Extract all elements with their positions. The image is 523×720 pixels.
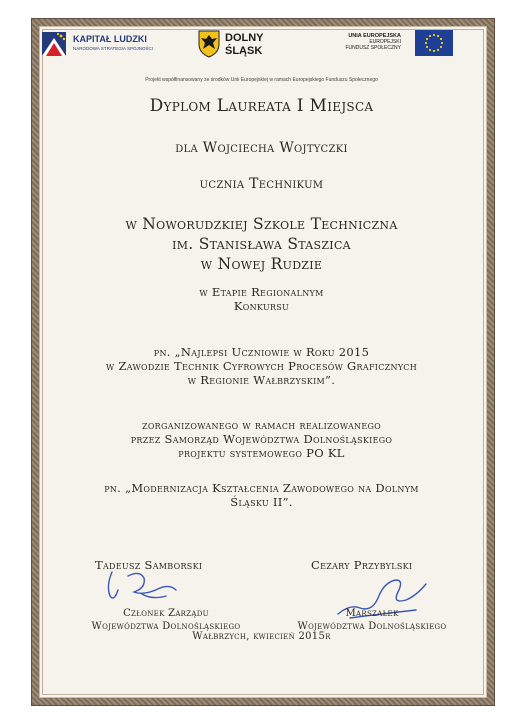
kapital-ludzki-name: KAPITAŁ LUDZKI — [73, 34, 147, 44]
place-date: Wałbrzych, kwiecień 2015r — [192, 631, 331, 642]
project-line-2: Śląsku II”. — [230, 495, 293, 509]
student-line: ucznia Technikum — [199, 176, 324, 192]
left-role-line-1: Członek Zarządu — [123, 608, 209, 619]
left-signatory-role — [66, 607, 266, 633]
stage-block — [0, 285, 523, 313]
contest-line-1: pn. „Najlepsi Uczniowie w Roku 2015 — [153, 345, 370, 359]
organized-block — [0, 418, 523, 460]
contest-block — [0, 345, 523, 387]
organized-line-2: przez Samorząd Województwa Dolnośląskiego — [130, 432, 393, 446]
right-signatory-name: Cezary Przybylski — [311, 558, 413, 572]
dolny-slask-line1: DOLNY — [225, 32, 264, 44]
diploma-title: Dyplom Laureata I Miejsca — [149, 96, 374, 116]
school-line-3: w Nowej Rudzie — [200, 255, 323, 273]
dolny-slask-logo — [197, 28, 287, 64]
stage-line-2: Konkursu — [233, 299, 290, 313]
right-role-line-2: Województwa Dolnośląskiego — [297, 621, 447, 632]
cofinancing-note: Projekt współfinansowany ze środków Unii Europejskiej w ramach Europejskiego Funduszu Społecznego — [145, 77, 378, 83]
left-signatory-name: Tadeusz Samborski — [95, 558, 203, 572]
organized-line-3: projektu systemowego PO KL — [178, 446, 345, 460]
school-block — [0, 214, 523, 274]
school-line-2: im. Stanisława Staszica — [172, 235, 351, 253]
kapital-ludzki-subtitle: NARODOWA STRATEGIA SPÓJNOŚCI — [73, 46, 154, 51]
kapital-ludzki-logo — [40, 28, 160, 64]
right-signatory-role — [272, 607, 472, 633]
project-line-1: pn. „Modernizacja Kształcenia Zawodowego na Dolnym — [104, 481, 419, 495]
dolny-slask-eagle-icon — [197, 28, 221, 58]
dolny-slask-line2: ŚLĄSK — [225, 45, 263, 57]
eu-logo — [328, 28, 453, 64]
school-line-1: w Noworudzkiej Szkole Techniczna — [125, 215, 398, 233]
eu-text — [345, 33, 401, 51]
contest-line-2: w Zawodzie Technik Cyfrowych Procesów Graficznych — [106, 359, 417, 373]
eu-line2: EUROPEJSKI — [369, 39, 401, 45]
eu-line1: UNIA EUROPEJSKA — [348, 33, 401, 39]
organized-line-1: zorganizowanego w ramach realizowanego — [141, 418, 382, 432]
left-signature-icon — [100, 566, 200, 606]
right-role-line-1: Marszałek — [345, 608, 399, 619]
kapital-ludzki-emblem-icon — [40, 28, 70, 60]
stage-line-1: w Etapie Regionalnym — [199, 285, 324, 299]
project-block — [0, 481, 523, 509]
eu-line3: FUNDUSZ SPOŁECZNY — [345, 45, 401, 51]
left-role-line-2: Województwa Dolnośląskiego — [91, 621, 241, 632]
contest-line-3: w Regionie Wałbrzyskim”. — [187, 373, 336, 387]
recipient-line: dla Wojciecha Wojtyczki — [175, 140, 348, 156]
eu-flag-icon — [415, 30, 453, 56]
